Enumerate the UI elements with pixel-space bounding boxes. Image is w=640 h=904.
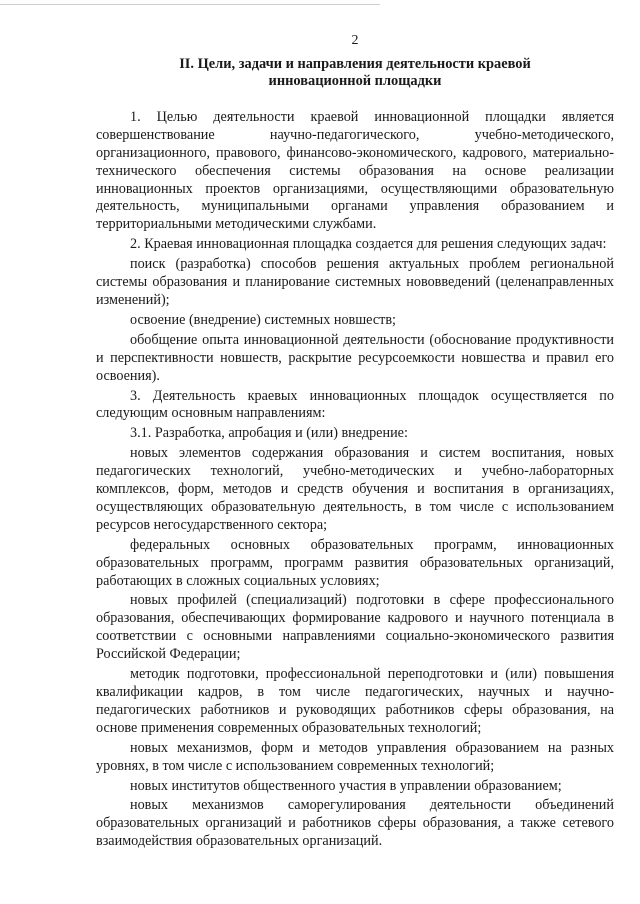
list-item-adoption: освоение (внедрение) системных новшеств; [130,311,396,328]
list-item-profiles: новых профилей (специализаций) подготовки в сфере профессионального образования, обеспечивающих формирование кадрового и научного потенциала в соответствии с основными направлениями социально-экономического развития Российской Федерации; [96,592,614,663]
section-title [96,56,614,91]
scan-edge-line [0,4,380,5]
list-item-public-institutions: новых институтов общественного участия в управлении образованием; [130,777,562,794]
section-title-line-1: II. Цели, задачи и направления деятельности краевой [179,55,531,72]
subsection-3-1: 3.1. Разработка, апробация и (или) внедрение: [130,425,408,442]
list-item-programs: федеральных основных образовательных программ, инновационных образовательных программ, программ развития образовательных организаций, работающих в сложных социальных условиях; [96,536,614,589]
list-item-training-methods: методик подготовки, профессиональной переподготовки и (или) повышения квалификации кадров, в том числе педагогических, научных и научно-педагогических работников и руководящих работников сферы образования, на основе применения современных образовательных технологий; [96,666,614,736]
list-item-management: новых механизмов, форм и методов управления образованием на разных уровнях, в том числе с использованием современных технологий; [96,739,614,774]
paragraph-goal: 1. Целью деятельности краевой инновационной площадки является совершенствование научно-педагогического, учебно-методического, организационного, правового, финансово-экономического, кадрового, материально-технического обеспечения системы образования на основе реализации инновационных проектов организациями, осуществляющими образовательную деятельность, муниципальными органами управления образованием и территориальными методическими службами. [96,108,614,233]
list-item-search: поиск (разработка) способов решения актуальных проблем региональной системы образования и планирование системных нововведений (целенаправленных изменений); [96,256,614,308]
list-item-generalization: обобщение опыта инновационной деятельности (обоснование продуктивности и перспективности новшеств, раскрытие ресурсоемкости новшества и правил его освоения). [96,331,614,384]
page-number: 2 [351,33,359,48]
list-item-content-elements: новых элементов содержания образования и систем воспитания, новых педагогических технологий, учебно-методических и учебно-лабораторных комплексов, форм, методов и средств обучения и воспитания в организациях, осуществляющих образовательную деятельность, в том числе с использованием ресурсов негосударственного сектора; [96,445,614,533]
document-page [96,32,614,851]
section-title-line-2: инновационной площадки [268,73,442,90]
list-item-self-regulation: новых механизмов саморегулирования деятельности объединений образовательных организаций и работников сферы образования, а также сетевого взаимодействия образовательных организаций. [96,797,614,850]
paragraph-tasks-intro: 2. Краевая инновационная площадка создается для решения следующих задач: [130,236,607,253]
paragraph-directions-intro: 3. Деятельность краевых инновационных площадок осуществляется по следующим основным направлениям: [96,387,614,422]
